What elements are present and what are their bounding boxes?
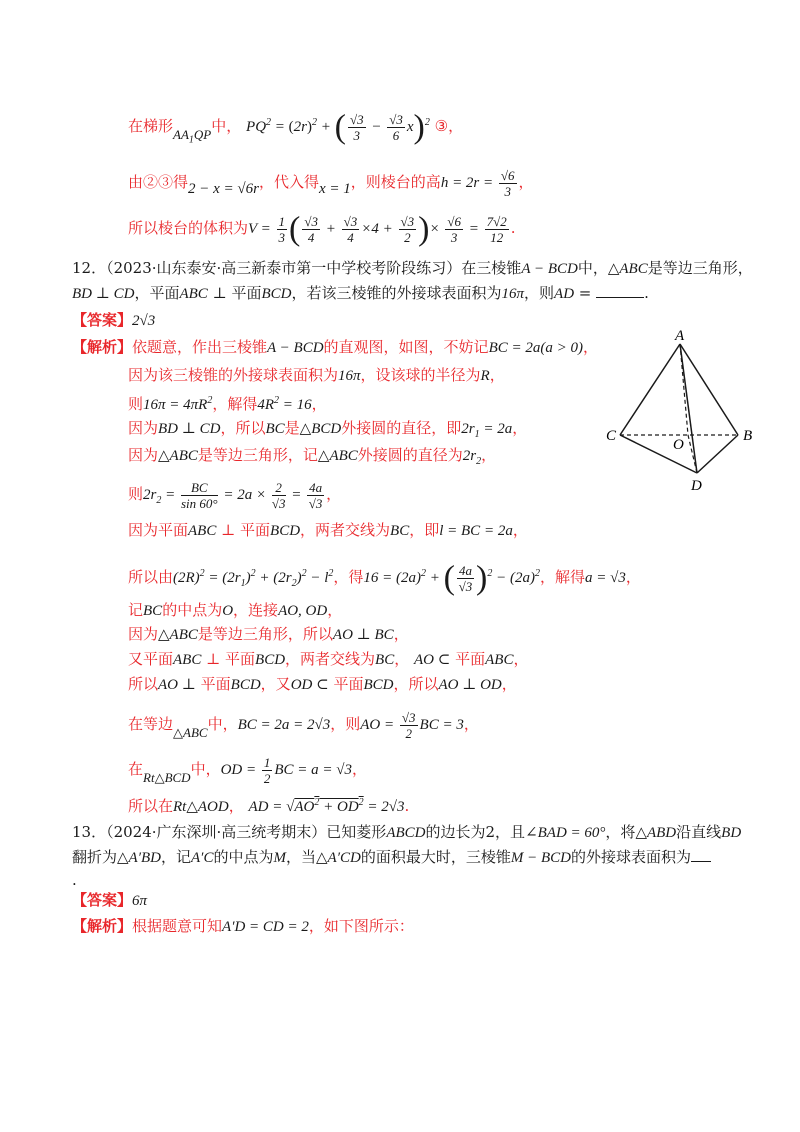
analysis-12-line2: 因为该三棱锥的外接球表面积为16π，设该球的半径为R， — [128, 366, 505, 384]
line-volume: 所以棱台的体积为V = $\frac{1}{3}$ ( $\frac{√3}{4}$ + $\frac{√3}{4}$ ×4 + $\frac{√3}{2}$ )× $\frac{√6}{3}$ = $\frac{7√2}{12}$ . — [128, 210, 516, 248]
label-C: C — [606, 428, 617, 444]
label-A: A — [675, 328, 685, 344]
label-O: O — [673, 437, 684, 453]
question-12-cont: BD ⊥ CD，平面ABC ⊥ 平面BCD，若该三棱锥的外接球表面积为16π，则AD = . — [72, 284, 649, 302]
edge-AC — [620, 344, 680, 435]
question-12: 12．（2023·山东泰安·高三新泰市第一中学校考阶段练习）在三棱锥A − BCD中，△ABC是等边三角形， — [72, 259, 753, 277]
analysis-12-line12: 所以AO ⊥ 平面BCD，又OD ⊂ 平面BCD，所以AO ⊥ OD， — [128, 675, 517, 693]
edge-CD — [620, 435, 697, 473]
edge-AB — [680, 344, 738, 435]
analysis-12-line1: 【解析】依题意，作出三棱锥A − BCD的直观图，如图，不妨记BC = 2a(a > 0)， — [72, 338, 598, 356]
analysis-12-line10: 因为△ABC是等边三角形，所以AO ⊥ BC， — [128, 625, 409, 643]
question-13: 13．（2024·广东深圳·高三统考期末）已知菱形ABCD的边长为2，且∠BAD = 60°，将△ABD沿直线BD — [72, 823, 742, 841]
analysis-12-line8: 所以由$(2R)^2 = (2r_1)^2 + (2r_2)^2 - l^2$，得$16 = (2a)^2$ + ( $\frac{4a}{√3}$ )$^2 - (2a)^2$，解得a = √3， — [128, 559, 641, 597]
question-13-cont: 翻折为△A′BD，记A′C的中点为M，当△A′CD的面积最大时，三棱锥M − BCD的外接球表面积为 — [72, 847, 711, 868]
analysis-12-line6: 则$2r_2$ = $\frac{BC}{\sin 60^\circ}$ = 2a × $\frac{2}{√3}$ = $\frac{4a}{√3}$ ， — [128, 480, 342, 511]
edge-AD — [680, 344, 697, 473]
edge-BD — [697, 435, 738, 473]
analysis-12-line7: 因为平面ABC ⊥ 平面BCD，两者交线为BC，即l = BC = 2a， — [128, 521, 528, 539]
analysis-13-line1: 【解析】根据题意可知A′D = CD = 2，如下图所示： — [72, 917, 414, 935]
analysis-12-line9: 记BC的中点为O，连接AO, OD， — [128, 601, 343, 619]
answer-13: 【答案】6π — [72, 891, 148, 909]
analysis-12-line3: 则$16\pi = 4\pi R^2$，解得$4R^2 = 16$， — [128, 395, 327, 413]
analysis-12-line14: 在Rt△BCD中，OD = $\frac{1}{2}$ BC = a = √3， — [128, 755, 368, 786]
answer-12: 【答案】2√3 — [72, 311, 156, 329]
tetrahedron-figure — [580, 328, 780, 498]
analysis-12-line15: 所以在Rt△AOD， AD = $√AO^2 + OD^2 = 2√3$. — [128, 797, 410, 815]
analysis-12-line4: 因为BD ⊥ CD，所以BC是△BCD外接圆的直径，即$2r_1 = 2a$， — [128, 419, 528, 440]
analysis-12-line13: 在等边△ABC中，BC = 2a = 2√3，则AO = $\frac{√3}{2}$ BC = 3， — [128, 710, 479, 741]
line-derive: 由②③得2 − x = √6r，代入得x = 1，则棱台的高h = 2r = $\frac{√6}{3}$ ， — [128, 168, 534, 199]
line-trapezoid: 在梯形$AA_1QP$中， $PQ^2 = (2r)^2$ + ( $\frac{√3}{3}$ − $\frac{√3}{6}$ x)$^2$ ③， — [128, 108, 464, 146]
question-13-dot: . — [72, 871, 77, 889]
analysis-12-line11: 又平面ABC ⊥ 平面BCD，两者交线为BC， AO ⊂ 平面ABC， — [128, 650, 529, 668]
label-D: D — [691, 478, 702, 494]
answer-blank — [596, 283, 644, 298]
analysis-12-line5: 因为△ABC是等边三角形，记△ABC外接圆的直径为$2r_2$， — [128, 446, 497, 467]
label-B: B — [743, 428, 753, 444]
